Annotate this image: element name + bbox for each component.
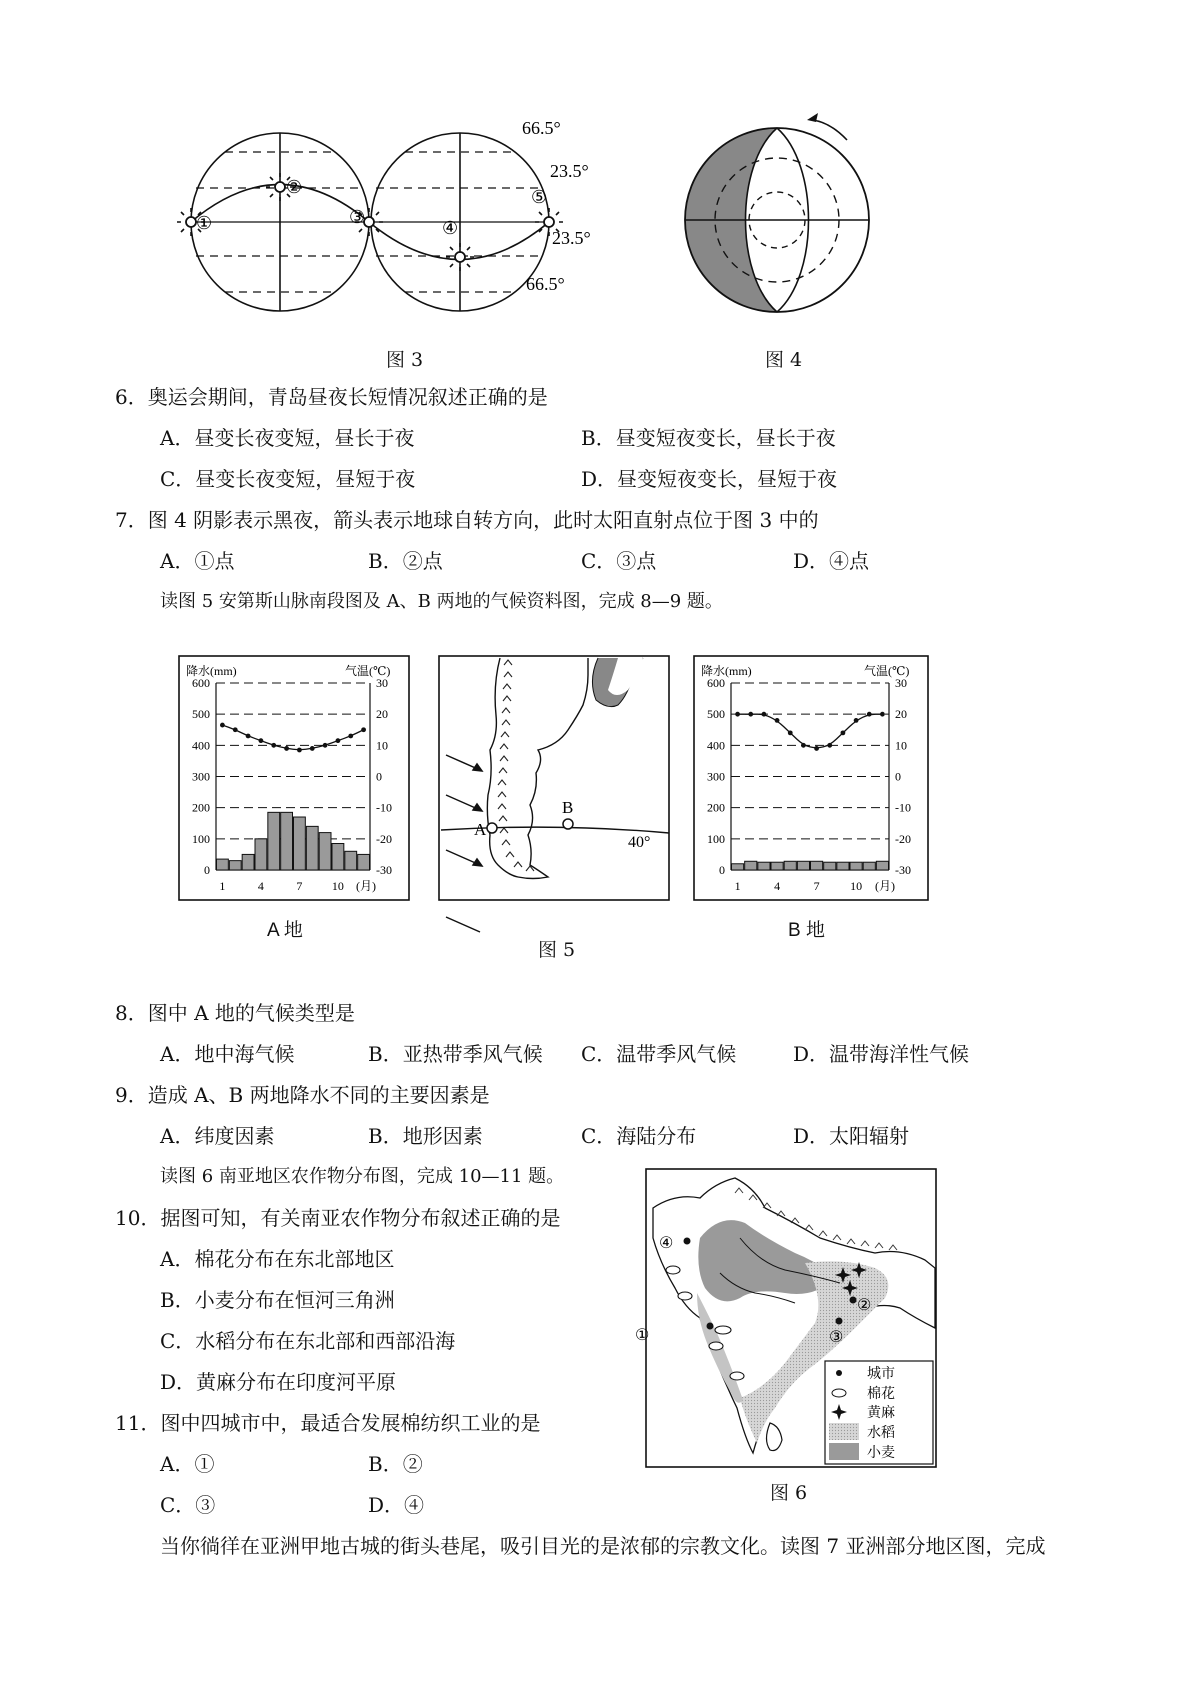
- chart-a-temp-point: [348, 734, 353, 739]
- chart-a-xtick: 7: [296, 879, 303, 893]
- chart-a-ytick: 200: [192, 800, 210, 815]
- chart-b-y2tick: -10: [895, 800, 911, 815]
- chart-a-temp-point: [310, 746, 315, 751]
- chart-b-ytick: 600: [707, 676, 725, 690]
- lat-label-235n: 23.5°: [550, 161, 589, 181]
- city-2: ②: [857, 1297, 872, 1314]
- chart-a-temp-point: [259, 738, 264, 743]
- chart-b-temp-point: [880, 712, 885, 717]
- chart-a-y2tick: 0: [376, 769, 382, 784]
- chart-a-temp-point: [246, 734, 251, 739]
- chart-b-ytick: 400: [707, 738, 725, 753]
- chart-b-temp-point: [735, 712, 740, 717]
- chart-b-precip-bar: [837, 862, 849, 870]
- q11-option-b[interactable]: B．②: [368, 1452, 423, 1476]
- chart-b-temp-point: [841, 730, 846, 735]
- chart-a-y2tick: -10: [376, 800, 392, 815]
- q7-option-c[interactable]: C．③点: [581, 549, 657, 573]
- q9-option-a[interactable]: A．纬度因素: [160, 1124, 275, 1148]
- q10-option-d[interactable]: D．黄麻分布在印度河平原: [160, 1370, 397, 1394]
- legend-jute: 黄麻: [867, 1406, 895, 1421]
- chart-a-xtick: 4: [257, 879, 264, 893]
- q7-option-d[interactable]: D．④点: [793, 549, 870, 573]
- chart-a-ytick: 600: [192, 676, 210, 690]
- point-3: ③: [349, 207, 366, 227]
- chart-b-temp-point: [801, 743, 806, 748]
- q11-option-a[interactable]: A．①: [160, 1452, 215, 1476]
- chart-a-temp-point: [220, 723, 225, 728]
- q8-option-c[interactable]: C．温带季风气候: [581, 1042, 737, 1066]
- legend-city: 城市: [867, 1367, 895, 1382]
- chart-a-ylabel: 降水(mm): [186, 664, 237, 678]
- chart-b-ytick: 300: [707, 769, 725, 784]
- chart-a-precip-bar: [281, 812, 293, 870]
- q11-option-d[interactable]: D．④: [368, 1493, 425, 1517]
- chart-b-precip-bar: [771, 862, 783, 870]
- map-label-b: B: [562, 798, 574, 817]
- q9-option-b[interactable]: B．地形因素: [368, 1124, 483, 1148]
- chart-a-y2tick: -30: [376, 863, 392, 877]
- figure-4: [680, 110, 880, 330]
- figure-6-caption: 图 6: [770, 1482, 808, 1504]
- chart-b-temp-point: [788, 730, 793, 735]
- point-5: ⑤: [531, 187, 548, 207]
- question-9-stem: 9．造成 A、B 两地降水不同的主要因素是: [115, 1083, 490, 1107]
- chart-b-xtick: 7: [813, 879, 820, 893]
- q8-option-a[interactable]: A．地中海气候: [160, 1042, 295, 1066]
- intro-figure-6: 读图 6 南亚地区农作物分布图，完成 10—11 题。: [160, 1166, 565, 1187]
- chart-a-xtick: 1: [219, 879, 226, 893]
- q8-option-b[interactable]: B．亚热带季风气候: [368, 1042, 543, 1066]
- chart-b-precip-bar: [732, 864, 744, 870]
- question-11-stem: 11．图中四城市中，最适合发展棉纺织工业的是: [115, 1411, 541, 1435]
- chart-b-ytick: 200: [707, 800, 725, 815]
- chart-b-precip-bar: [797, 861, 809, 870]
- legend-wheat: 小麦: [867, 1446, 895, 1461]
- chart-a-y2tick: 20: [376, 707, 388, 722]
- q10-option-b[interactable]: B．小麦分布在恒河三角洲: [160, 1288, 395, 1312]
- chart-a-xlabel: (月): [356, 879, 376, 893]
- chart-a-label: A 地: [267, 920, 303, 941]
- chart-b-ytick: 0: [719, 863, 725, 877]
- q7-option-a[interactable]: A．①点: [160, 549, 235, 573]
- city-3: ③: [829, 1329, 844, 1346]
- q9-option-c[interactable]: C．海陆分布: [581, 1124, 697, 1148]
- chart-a-y2tick: -20: [376, 831, 392, 846]
- chart-a-precip-bar: [229, 861, 241, 870]
- chart-a-precip-bar: [345, 851, 357, 870]
- question-8-stem: 8．图中 A 地的气候类型是: [115, 1001, 355, 1025]
- chart-a-precip-bar: [332, 844, 344, 870]
- q6-option-a[interactable]: A．昼变长夜变短，昼长于夜: [160, 426, 415, 450]
- intro-figure-7: 当你徜徉在亚洲甲地古城的街头巷尾，吸引目光的是浓郁的宗教文化。读图 7 亚洲部分地区图，完成: [160, 1534, 1046, 1558]
- figure-3-caption: 图 3: [386, 349, 424, 371]
- chart-a-ytick: 500: [192, 707, 210, 722]
- q9-option-d[interactable]: D．太阳辐射: [793, 1124, 910, 1148]
- chart-b-precip-bar: [811, 861, 823, 870]
- chart-b-y2tick: -30: [895, 863, 911, 877]
- chart-b-y2tick: 0: [895, 769, 901, 784]
- point-1: ①: [196, 213, 213, 233]
- chart-b-precip-bar: [863, 862, 875, 870]
- chart-a-ytick: 400: [192, 738, 210, 753]
- point-4: ④: [442, 218, 459, 238]
- chart-a-temp-point: [361, 727, 366, 732]
- chart-a-xtick: 10: [331, 879, 344, 893]
- chart-b-xtick: 10: [850, 879, 863, 893]
- chart-a-precip-bar: [268, 812, 280, 870]
- chart-a-temp-point: [271, 743, 276, 748]
- south-asia-crop-map: [635, 1168, 937, 1468]
- chart-b-temp-point: [814, 746, 819, 751]
- chart-b-precip-bar: [784, 861, 796, 870]
- andes-map: [438, 655, 670, 901]
- chart-b-y2label: 气温(℃): [864, 664, 910, 678]
- question-7-stem: 7．图 4 阴影表示黑夜，箭头表示地球自转方向，此时太阳直射点位于图 3 中的: [115, 508, 819, 532]
- chart-b-y2tick: 20: [895, 707, 907, 722]
- question-6-stem: 6．奥运会期间，青岛昼夜长短情况叙述正确的是: [115, 385, 548, 409]
- q10-option-c[interactable]: C．水稻分布在东北部和西部沿海: [160, 1329, 456, 1353]
- lat-label-665n: 66.5°: [522, 118, 561, 138]
- lat-label-235s: 23.5°: [552, 228, 591, 248]
- chart-a-y2tick: 10: [376, 738, 388, 753]
- legend-cotton: 棉花: [867, 1387, 895, 1402]
- chart-a-y2tick: 30: [376, 676, 388, 690]
- chart-b-label: B 地: [788, 920, 825, 941]
- chart-b-precip-bar: [824, 862, 836, 870]
- chart-a-temp-point: [297, 748, 302, 753]
- figure-5-caption: 图 5: [538, 939, 576, 961]
- q8-option-d[interactable]: D．温带海洋性气候: [793, 1042, 970, 1066]
- chart-b-precip-bar: [850, 862, 862, 870]
- chart-b-ylabel: 降水(mm): [701, 664, 752, 678]
- chart-b-xlabel: (月): [875, 879, 895, 893]
- chart-b-precip-bar: [758, 862, 770, 870]
- lat-label-665s: 66.5°: [526, 274, 565, 294]
- climate-chart-b: [693, 655, 929, 901]
- intro-figure-5: 读图 5 安第斯山脉南段图及 A、B 两地的气候资料图，完成 8—9 题。: [160, 591, 723, 612]
- q11-option-c[interactable]: C．③: [160, 1493, 216, 1517]
- chart-b-y2tick: -20: [895, 831, 911, 846]
- map-label-a: A: [474, 820, 487, 839]
- chart-b-ytick: 100: [707, 831, 725, 846]
- chart-a-temp-point: [284, 746, 289, 751]
- chart-a-temp-point: [323, 743, 328, 748]
- chart-a-y2label: 气温(℃): [345, 664, 391, 678]
- figure-4-caption: 图 4: [765, 349, 803, 371]
- chart-a-ytick: 100: [192, 831, 210, 846]
- q7-option-b[interactable]: B．②点: [368, 549, 443, 573]
- chart-a-precip-bar: [294, 817, 306, 870]
- chart-b-precip-bar: [745, 861, 757, 870]
- chart-a-precip-bar: [319, 833, 331, 870]
- chart-a-ytick: 0: [204, 863, 210, 877]
- chart-a-ytick: 300: [192, 769, 210, 784]
- chart-b-temp-point: [762, 712, 767, 717]
- point-2: ②: [286, 177, 303, 197]
- chart-a-precip-bar: [306, 826, 318, 870]
- chart-b-temp-point: [775, 718, 780, 723]
- q6-option-b[interactable]: B．昼变短夜变长，昼长于夜: [581, 426, 836, 450]
- chart-a-temp-point: [336, 738, 341, 743]
- legend-rice: 水稻: [867, 1426, 895, 1441]
- chart-b-temp-point: [867, 712, 872, 717]
- city-4: ④: [659, 1235, 674, 1252]
- climate-chart-a: [178, 655, 410, 901]
- chart-a-temp-point: [233, 727, 238, 732]
- q6-option-c[interactable]: C．昼变长夜变短，昼短于夜: [160, 467, 416, 491]
- chart-a-precip-bar: [217, 859, 229, 870]
- chart-b-y2tick: 30: [895, 676, 907, 690]
- map-label-40deg: 40°: [628, 834, 651, 851]
- chart-b-temp-point: [854, 718, 859, 723]
- city-1: ①: [635, 1327, 650, 1344]
- chart-b-precip-bar: [876, 861, 888, 870]
- question-10-stem: 10．据图可知，有关南亚农作物分布叙述正确的是: [115, 1206, 561, 1230]
- q10-option-a[interactable]: A．棉花分布在东北部地区: [160, 1247, 395, 1271]
- chart-b-xtick: 1: [734, 879, 741, 893]
- chart-b-temp-point: [827, 743, 832, 748]
- q6-option-d[interactable]: D．昼变短夜变长，昼短于夜: [581, 467, 838, 491]
- chart-b-ytick: 500: [707, 707, 725, 722]
- chart-b-xtick: 4: [774, 879, 781, 893]
- chart-a-precip-bar: [242, 854, 254, 870]
- chart-b-y2tick: 10: [895, 738, 907, 753]
- figure-3: [180, 105, 640, 345]
- chart-b-temp-point: [748, 712, 753, 717]
- chart-a-precip-bar: [255, 839, 267, 870]
- chart-a-precip-bar: [358, 854, 370, 870]
